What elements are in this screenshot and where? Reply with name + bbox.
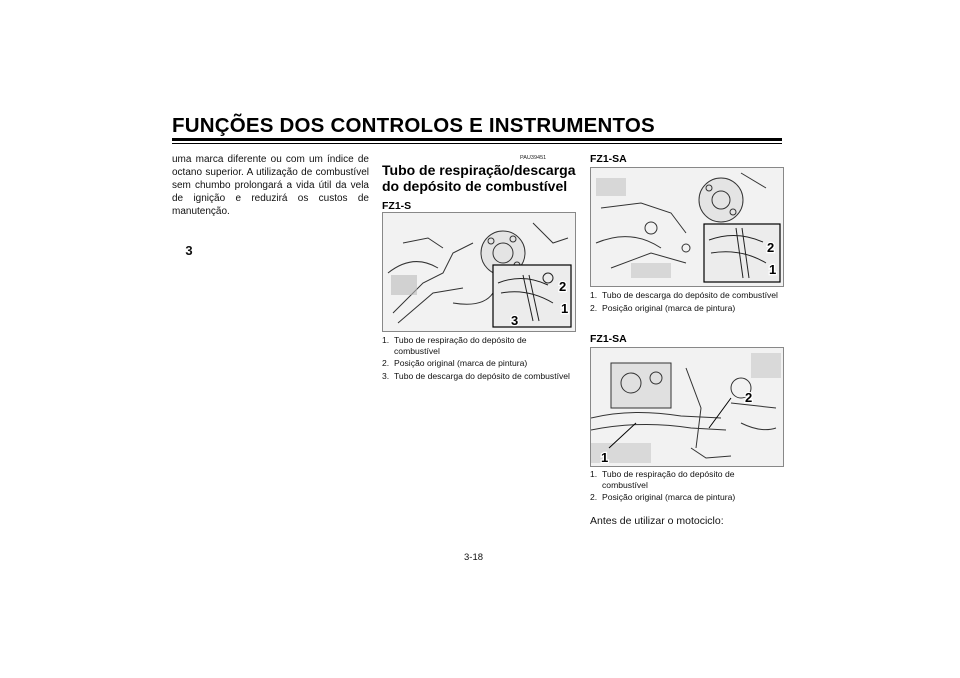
caption-item: 3. Tubo de descarga do depósito de combustível	[382, 370, 570, 381]
model-label-fz1s: FZ1-S	[382, 200, 412, 212]
caption-item: 1. Tubo de descarga do depósito de combustível	[590, 290, 778, 300]
model-label-fz1sa-a: FZ1-SA	[590, 153, 627, 165]
callout-1: 1	[601, 450, 609, 465]
figure-fz1sa-a	[590, 167, 784, 287]
caption-list-fz1sa-b	[590, 469, 782, 505]
figure-fz1sa-a-drawing	[591, 168, 783, 286]
figure-fz1s	[382, 212, 576, 332]
caption-list-fz1sa-a	[590, 290, 782, 315]
callout-2: 2	[767, 240, 775, 255]
caption-list-fz1s	[382, 335, 574, 383]
callout-3: 3	[511, 313, 519, 328]
caption-item: 2. Posição original (marca de pintura)	[382, 358, 528, 368]
chapter-tab: 3	[185, 243, 193, 258]
caption-item: 2. Posição original (marca de pintura)	[590, 492, 736, 502]
model-label-fz1sa-b: FZ1-SA	[590, 333, 627, 345]
caption-item: 1. Tubo de respiração do depósito de combustível	[382, 335, 527, 356]
callout-2: 2	[745, 390, 753, 405]
reference-code: PAU39451	[520, 155, 547, 161]
header-rule-thin	[172, 143, 782, 144]
caption-item: 2. Posição original (marca de pintura)	[590, 302, 736, 313]
before-use-text: Antes de utilizar o motociclo:	[590, 515, 724, 527]
page-title: FUNÇÕES DOS CONTROLOS E INSTRUMENTOS	[172, 114, 655, 137]
header-rule	[172, 138, 782, 141]
callout-1: 1	[561, 301, 569, 316]
caption-item: 1. Tubo de respiração do depósito de combustível	[590, 469, 735, 490]
figure-fz1s-drawing	[383, 213, 575, 331]
section-heading: Tubo de respiração/descarga do depósito de combustível	[382, 162, 576, 194]
callout-2: 2	[559, 279, 567, 294]
callout-1: 1	[769, 262, 777, 277]
figure-fz1sa-b-drawing	[591, 348, 783, 466]
figure-fz1sa-b	[590, 347, 784, 467]
page-number: 3-18	[464, 552, 484, 563]
intro-paragraph: uma marca diferente ou com um índice de octano superior. A utilização de combustível sem chumbo prolongará a vida útil da vela de ignição e reduzirá os custos de manutenção.	[172, 154, 369, 217]
